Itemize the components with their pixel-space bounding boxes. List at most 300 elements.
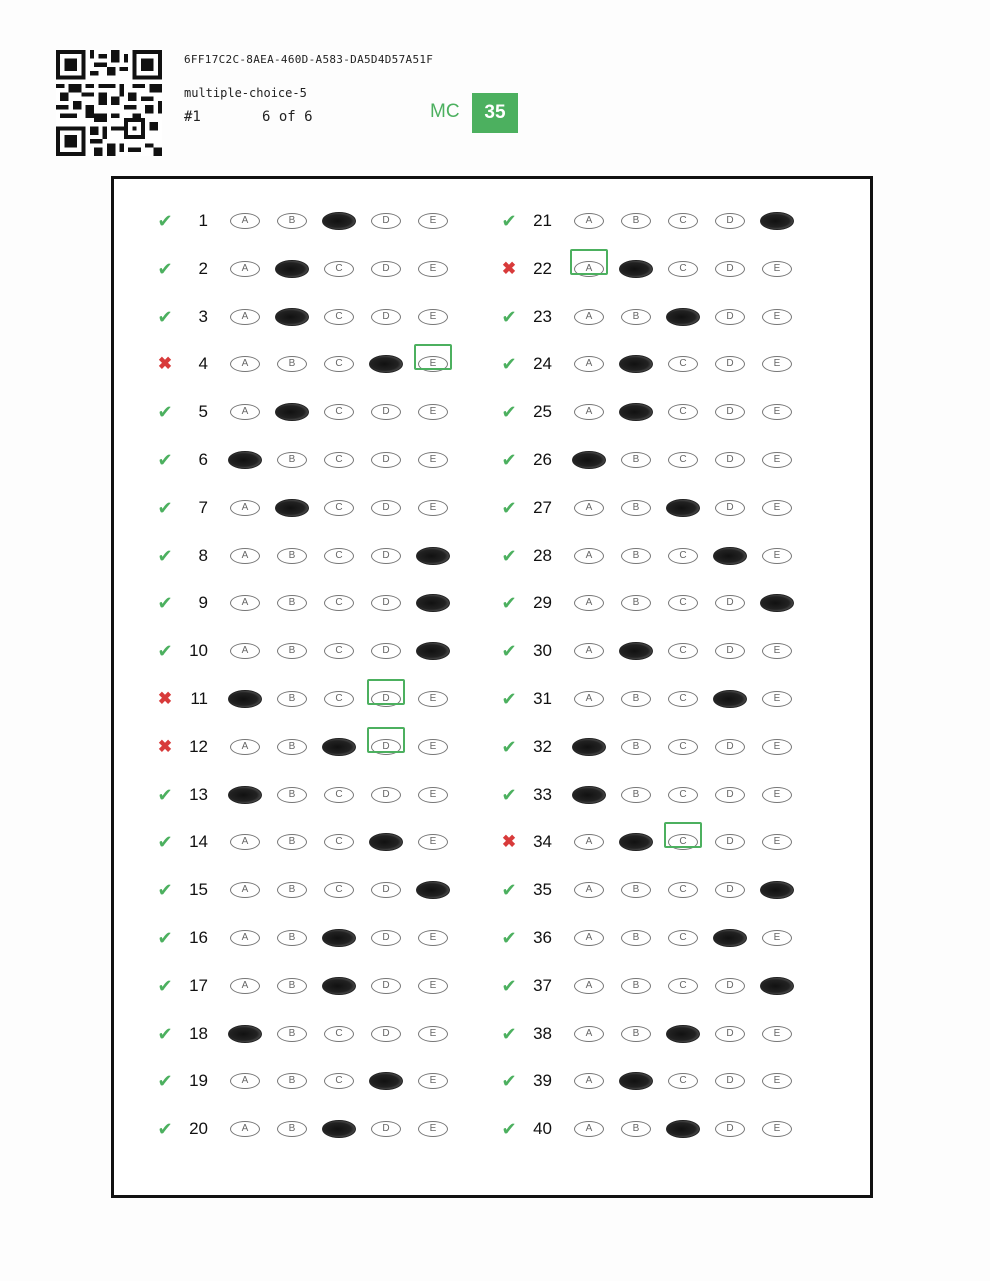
question-row — [498, 689, 818, 737]
correct-answer-box — [664, 822, 702, 848]
bubble-b[interactable]: B — [277, 691, 307, 707]
cross-icon: ✖ — [501, 258, 517, 278]
bubble-b[interactable] — [619, 260, 653, 278]
bubble-a[interactable]: A — [230, 548, 260, 564]
bubble-e[interactable]: E — [762, 739, 792, 755]
question-row — [498, 307, 818, 355]
bubble-b[interactable]: B — [621, 1121, 651, 1137]
sheet-uuid: 6FF17C2C-8AEA-460D-A583-DA5D4D57A51F — [184, 53, 434, 66]
bubble-a[interactable] — [228, 690, 262, 708]
bubble-a[interactable]: A — [230, 1073, 260, 1089]
question-row — [154, 259, 474, 307]
bubble-c[interactable] — [666, 308, 700, 326]
bubble-c[interactable]: C — [668, 739, 698, 755]
question-row — [498, 976, 818, 1024]
bubble-a[interactable] — [572, 451, 606, 469]
answer-grid-frame — [111, 176, 873, 1198]
bubble-a[interactable]: A — [574, 691, 604, 707]
question-row — [154, 737, 474, 785]
bubble-a[interactable] — [572, 786, 606, 804]
bubble-b[interactable]: B — [277, 739, 307, 755]
bubble-a[interactable]: A — [574, 1073, 604, 1089]
bubble-d[interactable]: D — [371, 739, 401, 755]
bubble-e[interactable]: E — [762, 261, 792, 277]
question-row — [154, 546, 474, 594]
bubble-b[interactable]: B — [621, 882, 651, 898]
bubble-d[interactable]: D — [715, 978, 745, 994]
bubble-b[interactable]: B — [277, 978, 307, 994]
bubble-c[interactable]: C — [324, 787, 354, 803]
question-row — [154, 498, 474, 546]
question-row — [498, 450, 818, 498]
question-row — [154, 689, 474, 737]
check-icon: ✔ — [157, 784, 173, 805]
question-row — [154, 1119, 474, 1167]
question-number: 32 — [533, 736, 552, 756]
bubble-a[interactable]: A — [574, 1026, 604, 1042]
bubble-b[interactable]: B — [621, 500, 651, 516]
question-row — [154, 211, 474, 259]
bubble-e[interactable]: E — [418, 834, 448, 850]
bubble-d[interactable]: D — [371, 595, 401, 611]
bubble-e[interactable]: E — [418, 261, 448, 277]
bubble-e[interactable] — [416, 594, 450, 612]
bubble-c[interactable]: C — [668, 834, 698, 850]
question-number: 1 — [198, 211, 208, 230]
bubble-a[interactable] — [572, 738, 606, 756]
bubble-d[interactable]: D — [715, 452, 745, 468]
bubble-a[interactable]: A — [230, 1121, 260, 1137]
question-row — [498, 402, 818, 450]
bubble-c[interactable]: C — [324, 643, 354, 659]
bubble-d[interactable]: D — [371, 643, 401, 659]
bubble-a[interactable] — [228, 786, 262, 804]
bubble-a[interactable]: A — [230, 834, 260, 850]
bubble-b[interactable]: B — [277, 1073, 307, 1089]
bubble-c[interactable]: C — [324, 404, 354, 420]
bubble-a[interactable]: A — [574, 834, 604, 850]
bubble-d[interactable] — [369, 1072, 403, 1090]
bubble-d[interactable]: D — [715, 356, 745, 372]
bubble-a[interactable]: A — [574, 930, 604, 946]
bubble-d[interactable]: D — [371, 500, 401, 516]
correct-answer-box — [367, 727, 405, 753]
question-row — [498, 259, 818, 307]
check-icon: ✔ — [501, 211, 517, 231]
bubble-d[interactable] — [713, 690, 747, 708]
bubble-e[interactable]: E — [418, 978, 448, 994]
bubble-e[interactable] — [416, 881, 450, 899]
bubble-a[interactable]: A — [574, 500, 604, 516]
bubble-a[interactable]: A — [230, 500, 260, 516]
check-icon: ✔ — [501, 784, 517, 805]
bubble-d[interactable]: D — [715, 404, 745, 420]
bubble-b[interactable]: B — [621, 930, 651, 946]
bubble-c[interactable]: C — [324, 1026, 354, 1042]
bubble-a[interactable] — [228, 1025, 262, 1043]
bubble-a[interactable] — [228, 451, 262, 469]
bubble-d[interactable]: D — [715, 1121, 745, 1137]
bubble-b[interactable]: B — [621, 691, 651, 707]
bubble-e[interactable]: E — [418, 1121, 448, 1137]
bubble-d[interactable]: D — [715, 500, 745, 516]
question-number: 35 — [533, 880, 552, 900]
bubble-a[interactable]: A — [574, 548, 604, 564]
question-number: 36 — [533, 927, 552, 947]
bubble-a[interactable]: A — [574, 309, 604, 325]
bubble-d[interactable] — [369, 355, 403, 373]
bubble-a[interactable]: A — [230, 739, 260, 755]
bubble-e[interactable]: E — [418, 691, 448, 707]
bubble-d[interactable]: D — [371, 978, 401, 994]
check-icon: ✔ — [501, 975, 517, 996]
bubble-a[interactable]: A — [574, 643, 604, 659]
check-icon: ✔ — [501, 306, 517, 327]
check-icon: ✔ — [157, 545, 173, 566]
bubble-e[interactable]: E — [762, 1073, 792, 1089]
bubble-a[interactable]: A — [574, 213, 604, 229]
bubble-b[interactable]: B — [621, 309, 651, 325]
cross-icon: ✖ — [157, 736, 173, 756]
bubble-d[interactable]: D — [371, 404, 401, 420]
bubble-d[interactable]: D — [715, 882, 745, 898]
check-icon: ✔ — [157, 832, 173, 853]
bubble-c[interactable] — [666, 1025, 700, 1043]
check-icon: ✔ — [157, 593, 173, 614]
bubble-b[interactable] — [619, 1072, 653, 1090]
check-icon: ✔ — [157, 1071, 173, 1092]
check-icon: ✔ — [157, 880, 173, 901]
bubble-e[interactable]: E — [762, 404, 792, 420]
bubble-b[interactable]: B — [277, 930, 307, 946]
bubble-b[interactable]: B — [621, 1026, 651, 1042]
question-number: 14 — [189, 832, 208, 852]
bubble-c[interactable] — [322, 1120, 356, 1138]
bubble-e[interactable] — [416, 547, 450, 565]
bubble-b[interactable] — [275, 403, 309, 421]
bubble-c[interactable]: C — [324, 356, 354, 372]
bubble-d[interactable]: D — [371, 787, 401, 803]
check-icon: ✔ — [501, 736, 517, 757]
bubble-d[interactable]: D — [715, 261, 745, 277]
bubble-a[interactable]: A — [574, 595, 604, 611]
bubble-b[interactable]: B — [621, 787, 651, 803]
check-icon: ✔ — [501, 497, 517, 518]
bubble-b[interactable]: B — [621, 978, 651, 994]
bubble-c[interactable]: C — [324, 691, 354, 707]
bubble-d[interactable]: D — [715, 739, 745, 755]
bubble-d[interactable]: D — [371, 1026, 401, 1042]
bubble-d[interactable]: D — [715, 1073, 745, 1089]
question-number: 39 — [533, 1071, 552, 1091]
question-number: 22 — [533, 258, 552, 278]
question-number: 23 — [533, 306, 552, 326]
check-icon: ✔ — [157, 927, 173, 948]
bubble-b[interactable]: B — [621, 595, 651, 611]
bubble-b[interactable]: B — [621, 548, 651, 564]
bubble-e[interactable]: E — [418, 739, 448, 755]
question-number: 17 — [189, 975, 208, 995]
bubble-a[interactable]: A — [230, 213, 260, 229]
bubble-c[interactable] — [666, 1120, 700, 1138]
bubble-d[interactable]: D — [371, 309, 401, 325]
check-icon: ✔ — [157, 641, 173, 662]
question-row — [154, 354, 474, 402]
bubble-b[interactable] — [619, 403, 653, 421]
question-row — [498, 880, 818, 928]
check-icon: ✔ — [501, 354, 517, 375]
bubble-b[interactable]: B — [621, 739, 651, 755]
bubble-c[interactable] — [322, 929, 356, 947]
bubble-b[interactable]: B — [621, 213, 651, 229]
question-number: 26 — [533, 449, 552, 469]
bubble-c[interactable]: C — [668, 595, 698, 611]
bubble-b[interactable]: B — [277, 548, 307, 564]
question-number: 13 — [189, 784, 208, 804]
bubble-e[interactable]: E — [418, 1073, 448, 1089]
question-row — [498, 737, 818, 785]
bubble-b[interactable] — [275, 260, 309, 278]
bubble-e[interactable]: E — [762, 500, 792, 516]
question-number: 21 — [533, 211, 552, 230]
bubble-d[interactable]: D — [715, 643, 745, 659]
question-row — [154, 450, 474, 498]
question-row — [498, 1071, 818, 1119]
bubble-d[interactable]: D — [371, 882, 401, 898]
bubble-e[interactable]: E — [762, 930, 792, 946]
bubble-c[interactable]: C — [668, 404, 698, 420]
bubble-d[interactable]: D — [371, 691, 401, 707]
question-number: 5 — [198, 402, 208, 422]
question-number: 27 — [533, 497, 552, 517]
answer-column-left — [154, 211, 474, 1167]
question-row — [498, 928, 818, 976]
question-number: 9 — [198, 593, 208, 613]
bubble-d[interactable] — [713, 547, 747, 565]
cross-icon: ✖ — [157, 354, 173, 374]
bubble-b[interactable] — [275, 308, 309, 326]
bubble-e[interactable]: E — [418, 452, 448, 468]
bubble-e[interactable] — [760, 977, 794, 995]
bubble-d[interactable]: D — [715, 787, 745, 803]
bubble-e[interactable]: E — [418, 1026, 448, 1042]
question-row — [498, 641, 818, 689]
bubble-c[interactable]: C — [668, 787, 698, 803]
bubble-a[interactable]: A — [574, 356, 604, 372]
bubble-c[interactable]: C — [324, 1073, 354, 1089]
question-number: 6 — [198, 449, 208, 469]
bubble-e[interactable]: E — [762, 787, 792, 803]
question-number: 8 — [198, 545, 208, 565]
bubble-d[interactable]: D — [371, 930, 401, 946]
question-number: 19 — [189, 1071, 208, 1091]
check-icon: ✔ — [157, 975, 173, 996]
question-number: 7 — [198, 497, 208, 517]
bubble-c[interactable] — [666, 499, 700, 517]
bubble-c[interactable]: C — [668, 213, 698, 229]
bubble-e[interactable]: E — [762, 834, 792, 850]
bubble-b[interactable]: B — [277, 643, 307, 659]
bubble-c[interactable]: C — [668, 548, 698, 564]
bubble-e[interactable]: E — [762, 356, 792, 372]
bubble-e[interactable]: E — [762, 643, 792, 659]
bubble-e[interactable]: E — [418, 930, 448, 946]
check-icon: ✔ — [501, 1071, 517, 1092]
question-number: 40 — [533, 1119, 552, 1139]
bubble-c[interactable]: C — [668, 1073, 698, 1089]
bubble-c[interactable]: C — [324, 882, 354, 898]
bubble-a[interactable]: A — [230, 595, 260, 611]
bubble-e[interactable]: E — [418, 213, 448, 229]
bubble-b[interactable]: B — [277, 595, 307, 611]
bubble-c[interactable]: C — [668, 882, 698, 898]
bubble-a[interactable]: A — [574, 882, 604, 898]
question-number: 15 — [189, 880, 208, 900]
bubble-b[interactable]: B — [277, 452, 307, 468]
bubble-a[interactable]: A — [574, 978, 604, 994]
bubble-c[interactable]: C — [324, 500, 354, 516]
bubble-a[interactable]: A — [230, 882, 260, 898]
bubble-b[interactable]: B — [277, 356, 307, 372]
check-icon: ✔ — [157, 1023, 173, 1044]
bubble-c[interactable]: C — [668, 261, 698, 277]
bubble-e[interactable]: E — [762, 309, 792, 325]
bubble-c[interactable]: C — [668, 452, 698, 468]
bubble-c[interactable]: C — [668, 356, 698, 372]
answer-column-right — [498, 211, 818, 1167]
bubble-c[interactable]: C — [668, 643, 698, 659]
question-number: 3 — [198, 306, 208, 326]
bubble-a[interactable]: A — [230, 930, 260, 946]
bubble-d[interactable]: D — [371, 213, 401, 229]
bubble-c[interactable]: C — [324, 261, 354, 277]
bubble-d[interactable] — [713, 929, 747, 947]
bubble-b[interactable]: B — [277, 882, 307, 898]
bubble-e[interactable]: E — [418, 309, 448, 325]
bubble-c[interactable] — [322, 212, 356, 230]
bubble-e[interactable]: E — [418, 787, 448, 803]
bubble-e[interactable]: E — [762, 691, 792, 707]
bubble-d[interactable]: D — [371, 548, 401, 564]
bubble-a[interactable]: A — [574, 261, 604, 277]
bubble-d[interactable]: D — [371, 261, 401, 277]
question-number: 29 — [533, 593, 552, 613]
bubble-b[interactable] — [619, 642, 653, 660]
bubble-a[interactable]: A — [574, 404, 604, 420]
bubble-d[interactable]: D — [371, 452, 401, 468]
bubble-d[interactable]: D — [715, 595, 745, 611]
bubble-a[interactable]: A — [230, 404, 260, 420]
check-icon: ✔ — [157, 497, 173, 518]
bubble-a[interactable]: A — [230, 978, 260, 994]
bubble-e[interactable]: E — [418, 356, 448, 372]
bubble-a[interactable]: A — [230, 643, 260, 659]
check-icon: ✔ — [157, 1119, 173, 1140]
question-number: 10 — [189, 641, 208, 661]
bubble-d[interactable] — [369, 833, 403, 851]
bubble-d[interactable]: D — [371, 1121, 401, 1137]
bubble-e[interactable] — [760, 881, 794, 899]
question-row — [498, 354, 818, 402]
bubble-e[interactable]: E — [762, 1026, 792, 1042]
bubble-e[interactable] — [760, 212, 794, 230]
qr-code — [56, 50, 162, 156]
question-number: 37 — [533, 975, 552, 995]
bubble-a[interactable]: A — [230, 309, 260, 325]
check-icon: ✔ — [157, 306, 173, 327]
bubble-e[interactable]: E — [762, 452, 792, 468]
bubble-e[interactable]: E — [418, 500, 448, 516]
bubble-b[interactable]: B — [277, 1026, 307, 1042]
bubble-b[interactable]: B — [277, 834, 307, 850]
bubble-a[interactable]: A — [574, 1121, 604, 1137]
bubble-d[interactable]: D — [715, 834, 745, 850]
bubble-e[interactable]: E — [418, 404, 448, 420]
question-number: 18 — [189, 1023, 208, 1043]
question-row — [154, 785, 474, 833]
question-row — [498, 785, 818, 833]
bubble-a[interactable]: A — [230, 356, 260, 372]
bubble-c[interactable]: C — [324, 595, 354, 611]
bubble-b[interactable]: B — [277, 1121, 307, 1137]
bubble-d[interactable]: D — [715, 1026, 745, 1042]
question-number: 2 — [198, 258, 208, 278]
bubble-b[interactable]: B — [277, 213, 307, 229]
score-badge: 35 — [472, 93, 518, 133]
bubble-c[interactable]: C — [668, 930, 698, 946]
bubble-b[interactable]: B — [621, 452, 651, 468]
question-number: 33 — [533, 784, 552, 804]
bubble-d[interactable]: D — [715, 309, 745, 325]
cross-icon: ✖ — [157, 688, 173, 708]
bubble-c[interactable]: C — [324, 309, 354, 325]
bubble-d[interactable]: D — [715, 213, 745, 229]
bubble-e[interactable] — [416, 642, 450, 660]
question-number: 34 — [533, 832, 552, 852]
question-number: 25 — [533, 402, 552, 422]
page-count: 6 of 6 — [262, 109, 313, 125]
bubble-b[interactable]: B — [277, 787, 307, 803]
question-number: 4 — [198, 354, 208, 374]
bubble-e[interactable]: E — [762, 1121, 792, 1137]
bubble-c[interactable]: C — [324, 834, 354, 850]
bubble-c[interactable]: C — [324, 452, 354, 468]
bubble-b[interactable] — [619, 355, 653, 373]
check-icon: ✔ — [501, 927, 517, 948]
question-row — [498, 546, 818, 594]
question-row — [498, 593, 818, 641]
question-number: 12 — [189, 736, 208, 756]
bubble-b[interactable] — [619, 833, 653, 851]
bubble-c[interactable] — [322, 977, 356, 995]
check-icon: ✔ — [501, 1119, 517, 1140]
question-number: 31 — [533, 688, 552, 708]
bubble-e[interactable]: E — [762, 548, 792, 564]
bubble-e[interactable] — [760, 594, 794, 612]
bubble-c[interactable]: C — [668, 691, 698, 707]
bubble-c[interactable] — [322, 738, 356, 756]
check-icon: ✔ — [501, 1023, 517, 1044]
bubble-c[interactable]: C — [668, 978, 698, 994]
question-number: 28 — [533, 545, 552, 565]
bubble-b[interactable] — [275, 499, 309, 517]
question-row — [154, 1071, 474, 1119]
cross-icon: ✖ — [501, 832, 517, 852]
bubble-c[interactable]: C — [324, 548, 354, 564]
bubble-a[interactable]: A — [230, 261, 260, 277]
question-row — [498, 1119, 818, 1167]
check-icon: ✔ — [157, 402, 173, 423]
